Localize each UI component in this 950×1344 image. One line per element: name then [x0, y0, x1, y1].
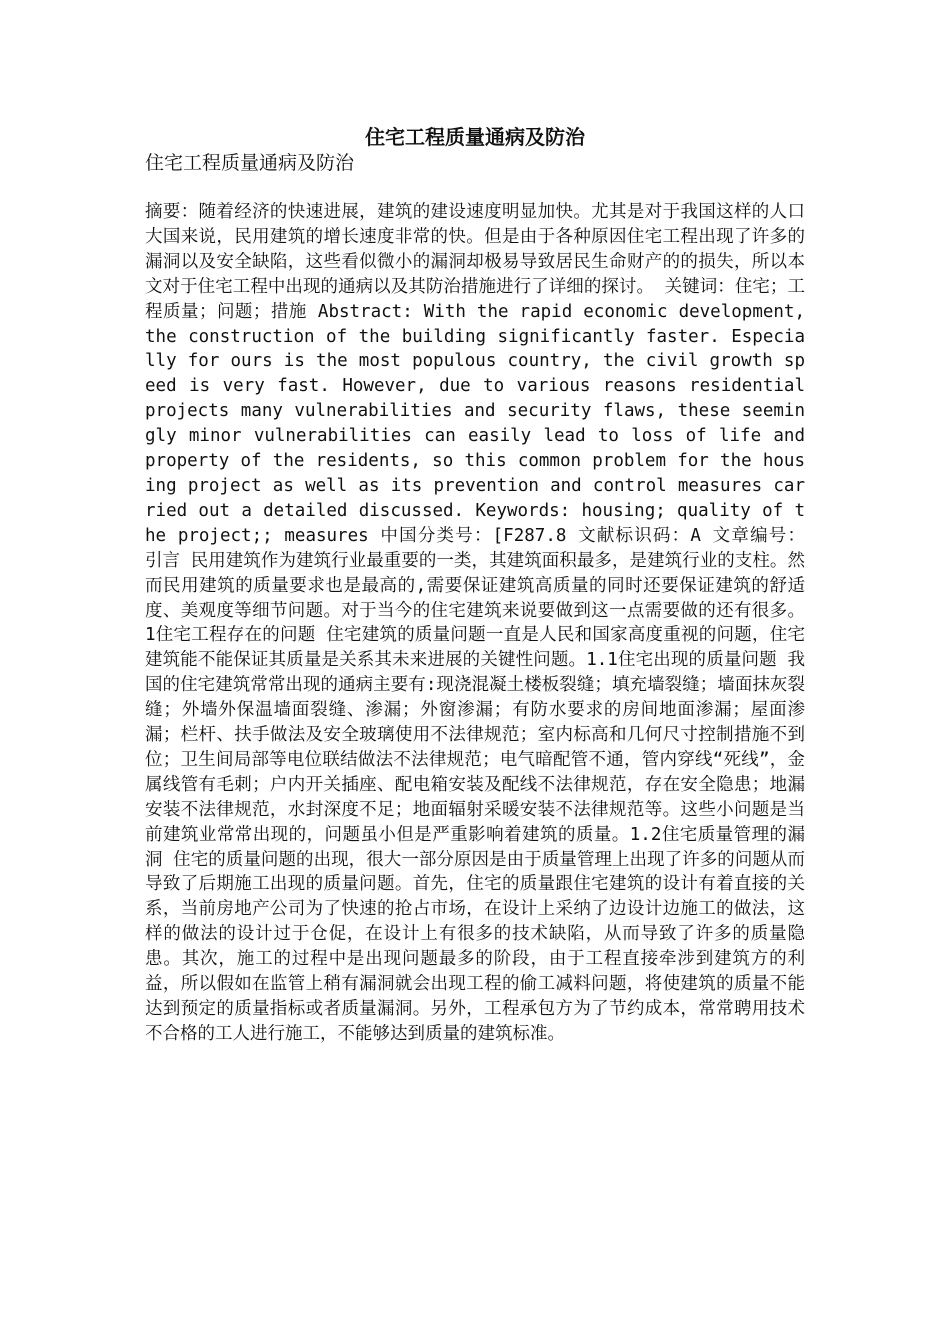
- document-title: 住宅工程质量通病及防治: [365, 125, 585, 149]
- document-body: 摘要：随着经济的快速进展，建筑的建设速度明显加快。尤其是对于我国这样的人口大国来说，民用建筑的增长速度非常的快。但是由于各种原因住宅工程出现了许多的漏洞以及安全缺陷，这些看似微小的漏洞却极易导致居民生命财产的的损失，所以本文对于住宅工程中出现的通病以及其防治措施进行了详细的探讨。 关键词：住宅；工程质量；问题；措施 Abstract: With the rapid economic development, the construction of the building significantly faster. Especially for ours is the most populous country, the civil growth speed is very fast. However, due to various reasons residential projects many vulnerabilities and security flaws, these seemingly minor vulnerabilities can easily lead to loss of life and property of the residents, so this common problem for the housing project as well as its prevention and control measures carried out a detailed discussed. Keywords: housing; quality of the project;; measures 中国分类号：[F287.8 文献标识码：A 文章编号： 引言 民用建筑作为建筑行业最重要的一类，其建筑面积最多，是建筑行业的支柱。然而民用建筑的质量要求也是最高的,需要保证建筑高质量的同时还要保证建筑的舒适度、美观度等细节问题。对于当今的住宅建筑来说要做到这一点需要做的还有很多。 1住宅工程存在的问题 住宅建筑的质量问题一直是人民和国家高度重视的问题，住宅建筑能不能保证其质量是关系其未来进展的关键性问题。1.1住宅出现的质量问题 我国的住宅建筑常常出现的通病主要有:现浇混凝土楼板裂缝；填充墙裂缝；墙面抹灰裂缝；外墙外保温墙面裂缝、渗漏；外窗渗漏；有防水要求的房间地面渗漏；屋面渗漏；栏杆、扶手做法及安全玻璃使用不法律规范；室内标高和几何尺寸控制措施不到位；卫生间局部等电位联结做法不法律规范；电气暗配管不通，管内穿线“死线”，金属线管有毛刺；户内开关插座、配电箱安装及配线不法律规范，存在安全隐患；地漏安装不法律规范，水封深度不足；地面辐射采暖安装不法律规范等。这些小问题是当前建筑业常常出现的，问题虽小但是严重影响着建筑的质量。1.2住宅质量管理的漏洞 住宅的质量问题的出现，很大一部分原因是由于质量管理上出现了许多的问题从而导致了后期施工出现的质量问题。首先，住宅的质量跟住宅建筑的设计有着直接的关系，当前房地产公司为了快速的抢占市场，在设计上采纳了边设计边施工的做法，这样的做法的设计过于仓促，在设计上有很多的技术缺陷，从而导致了许多的质量隐患。其次，施工的过程中是出现问题最多的阶段，由于工程直接牵涉到建筑方的利益，所以假如在监管上稍有漏洞就会出现工程的偷工减料问题，将使建筑的质量不能达到预定的质量指标或者质量漏洞。另外，工程承包方为了节约成本，常常聘用技术不合格的工人进行施工，不能够达到质量的建筑标准。: [145, 202, 805, 1044]
- document-subtitle: 住宅工程质量通病及防治: [145, 152, 355, 174]
